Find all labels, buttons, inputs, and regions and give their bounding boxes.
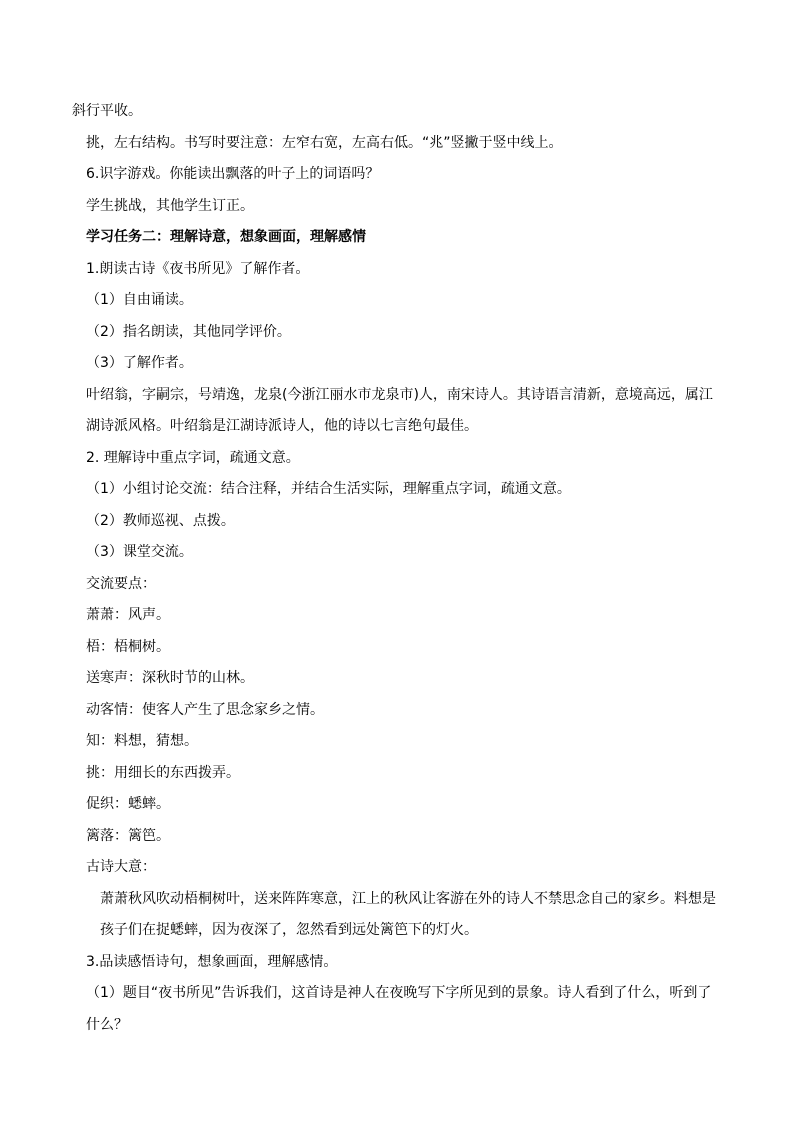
paragraph-12: （2）教师巡视、点拨。 [86,512,235,529]
paragraph-11: （1）小组讨论交流：结合注释，并结合生活实际，理解重点字词，疏通文意。 [86,481,571,497]
paragraph-4: 学习任务二：理解诗意，想象画面，理解感情 [86,229,366,245]
paragraph-15: 萧萧：风声。 [86,607,170,623]
paragraph-25: 3.品读感悟诗句，想象画面，理解感情。 [86,953,338,970]
paragraph-9: 叶绍翁，字嗣宗，号靖逸，龙泉(今浙江丽水市龙泉市)人，南宋诗人。其诗语言清新，意境高远，属江湖诗派风格。叶绍翁是江湖诗派诗人，他的诗以七言绝句最佳。 [86,386,713,434]
paragraph-24: 萧萧秋风吹动梧桐树叶，送来阵阵寒意，江上的秋风让客游在外的诗人不禁思念自己的家乡。料想是孩子们在捉蟋蟀，因为夜深了，忽然看到远处篱笆下的灯火。 [100,890,716,938]
paragraph-19: 知：料想，猜想。 [86,733,198,749]
paragraph-23: 古诗大意： [86,859,156,875]
paragraph-2: 6.识字游戏。你能读出飘落的叶子上的词语吗？ [86,166,380,182]
paragraph-6: （1）自由诵读。 [86,292,193,308]
paragraph-20: 挑：用细长的东西拨弄。 [86,764,240,781]
paragraph-8: （3）了解作者。 [86,355,193,371]
paragraph-18: 动客情：使客人产生了思念家乡之情。 [86,701,324,718]
paragraph-10: 2. 理解诗中重点字词，疏通文意。 [86,449,300,466]
paragraph-17: 送寒声：深秋时节的山林。 [86,670,254,686]
paragraph-13: （3）课堂交流。 [86,544,193,560]
paragraph-21: 促织：蟋蟀。 [86,796,170,812]
paragraph-16: 梧：梧桐树。 [86,638,170,655]
paragraph-1: 挑，左右结构。书写时要注意：左窄右宽，左高右低。“兆”竖撇于竖中线上。 [86,134,563,151]
paragraph-22: 篱落：篱笆。 [86,827,170,844]
paragraph-26: （1）题目“夜书所见”告诉我们，这首诗是神人在夜晚写下字所见到的景象。诗人看到了什么，听到了什么？ [86,985,712,1033]
paragraph-3: 学生挑战，其他学生订正。 [86,197,254,214]
paragraph-14: 交流要点： [86,575,156,592]
paragraph-7: （2）指名朗读，其他同学评价。 [86,323,291,340]
paragraph-0: 斜行平收。 [72,103,142,119]
document-page [72,96,724,1041]
paragraph-5: 1.朗读古诗《夜书所见》了解作者。 [86,260,310,277]
